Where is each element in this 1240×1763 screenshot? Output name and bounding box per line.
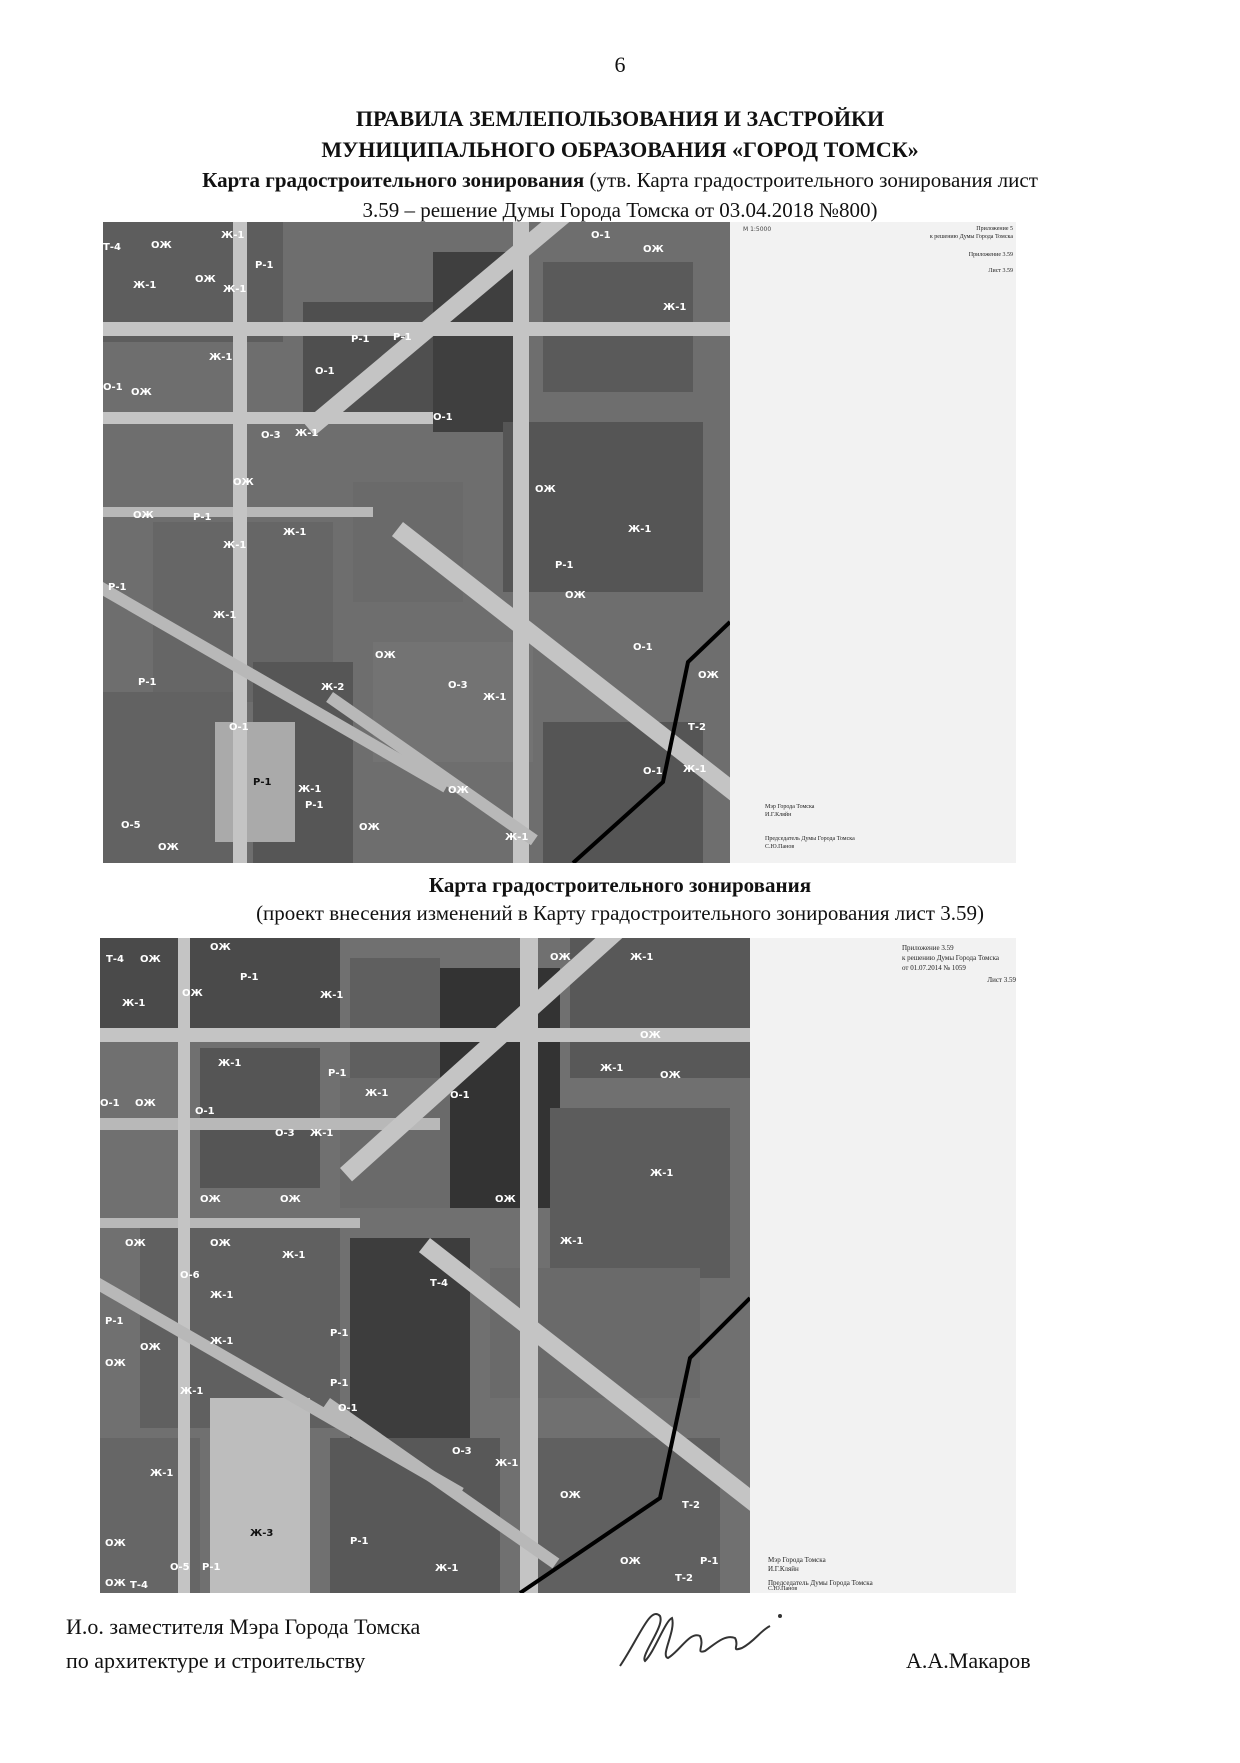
map2-area — [100, 938, 750, 1593]
zone-label: Т-4 — [130, 1580, 148, 1591]
zone-label: Ж-2 — [321, 682, 345, 693]
zone-label: Ж-1 — [310, 1128, 334, 1139]
map2-subtitle: (проект внесения изменений в Карту градостроительного зонирования лист 3.59) — [256, 901, 984, 925]
zone-label: ОЖ — [135, 1098, 156, 1109]
zone-label: Ж-1 — [180, 1386, 204, 1397]
map1-inset-header3: Приложение 3.59 — [968, 252, 1013, 258]
map2-inset-header4: Лист 3.59 — [987, 976, 1016, 984]
zone-label: Ж-1 — [282, 1250, 306, 1261]
zone-label: Ж-1 — [210, 1290, 234, 1301]
zone-label: Т-4 — [430, 1278, 448, 1289]
zone-label: О-1 — [195, 1106, 215, 1117]
map2-title: Карта градостроительного зонирования — [428, 873, 812, 897]
handwritten-signature — [610, 1596, 810, 1676]
zone-label: Ж-1 — [150, 1468, 174, 1479]
zone-label: Ж-1 — [283, 527, 307, 538]
page-number: 6 — [614, 52, 626, 77]
map2-inset — [890, 938, 1016, 1198]
map1-mayor-name: И.Г.Кляйн — [765, 812, 792, 818]
zone-label: Ж-1 — [213, 610, 237, 621]
zone-label: Ж-1 — [320, 990, 344, 1001]
map1-subtitle-rest: (утв. Карта градостроительного зонирования лист — [584, 168, 1038, 192]
zone-label: Р-1 — [330, 1328, 349, 1339]
map2-inset-header2: к решению Думы Города Томска — [902, 954, 999, 962]
zone-label: ОЖ — [158, 842, 179, 853]
zone-label: О-1 — [591, 230, 611, 241]
zone-label: Р-1 — [328, 1068, 347, 1079]
zone-label: ОЖ — [640, 1030, 661, 1041]
map2-chair-name: С.Ю.Панов — [768, 1586, 798, 1592]
zone-label: Ж-1 — [435, 1563, 459, 1574]
map1-mayor: Мэр Города Томска — [765, 804, 815, 810]
zone-label: Ж-1 — [483, 692, 507, 703]
signatory-name: А.А.Макаров — [906, 1648, 1031, 1673]
zone-label: О-3 — [448, 680, 468, 691]
zone-label: Р-1 — [700, 1556, 719, 1567]
map1-inset — [888, 222, 1013, 482]
zone-label: О-1 — [433, 412, 453, 423]
zone-label: Т-4 — [103, 242, 121, 253]
zone-label: ОЖ — [210, 942, 231, 953]
zone-label: О-1 — [450, 1090, 470, 1101]
zone-label: Ж-1 — [133, 280, 157, 291]
zone-label: ОЖ — [643, 244, 664, 255]
zone-label: Ж-1 — [218, 1058, 242, 1069]
map2-mayor-name: И.Г.Кляйн — [768, 1565, 799, 1573]
zone-label: ОЖ — [133, 510, 154, 521]
zoning-map-1 — [103, 222, 1016, 863]
zone-label: О-1 — [633, 642, 653, 653]
zone-label: О-5 — [170, 1562, 190, 1573]
map1-inset-header4: Лист 3.59 — [988, 268, 1013, 274]
zone-label: Ж-1 — [505, 832, 529, 843]
map1-subtitle-bold: Карта градостроительного зонирования — [202, 168, 585, 192]
zone-label: ОЖ — [359, 822, 380, 833]
document-title-line1: ПРАВИЛА ЗЕМЛЕПОЛЬЗОВАНИЯ И ЗАСТРОЙКИ — [355, 106, 885, 131]
zone-label: Ж-1 — [209, 352, 233, 363]
zone-label: О-3 — [261, 430, 281, 441]
zone-label: Р-1 — [202, 1562, 221, 1573]
map2-mayor: Мэр Города Томска — [768, 1556, 826, 1564]
zone-label: Ж-1 — [122, 998, 146, 1009]
zone-label: Ж-1 — [560, 1236, 584, 1247]
zone-label: ОЖ — [660, 1070, 681, 1081]
zone-label: ОЖ — [131, 387, 152, 398]
zone-label: ОЖ — [560, 1490, 581, 1501]
document-title-line2: МУНИЦИПАЛЬНОГО ОБРАЗОВАНИЯ «ГОРОД ТОМСК» — [321, 137, 919, 162]
zone-label: ОЖ — [280, 1194, 301, 1205]
map1-chair: Председатель Думы Города Томска — [765, 836, 855, 842]
zone-label: Ж-1 — [600, 1063, 624, 1074]
zone-label: О-5 — [121, 820, 141, 831]
zone-label: ОЖ — [233, 477, 254, 488]
zone-label: Р-1 — [393, 332, 412, 343]
zone-label: ОЖ — [151, 240, 172, 251]
railway-line — [103, 222, 730, 863]
zone-label: Ж-1 — [630, 952, 654, 963]
zone-label: О-6 — [180, 1270, 200, 1281]
map1-inset-header1: Приложение 5 — [976, 226, 1013, 232]
zone-label: ОЖ — [620, 1556, 641, 1567]
zone-label: Р-1 — [350, 1536, 369, 1547]
zone-label: Т-2 — [675, 1573, 693, 1584]
zone-label: Ж-1 — [628, 524, 652, 535]
zone-label: Р-1 — [305, 800, 324, 811]
zone-label: Ж-1 — [663, 302, 687, 313]
zone-label: О-1 — [103, 382, 123, 393]
map1-subtitle-line2: 3.59 – решение Думы Города Томска от 03.04.2018 №800) — [362, 198, 878, 222]
zone-label: ОЖ — [140, 954, 161, 965]
zone-label: Р-1 — [108, 582, 127, 593]
zone-label: Ж-1 — [495, 1458, 519, 1469]
zone-label: О-3 — [275, 1128, 295, 1139]
zone-label: Т-4 — [106, 954, 124, 965]
zone-label: О-1 — [643, 766, 663, 777]
zone-label: Р-1 — [105, 1316, 124, 1327]
map1-legend — [743, 226, 873, 834]
zone-label: ОЖ — [125, 1238, 146, 1249]
zone-label: Ж-1 — [223, 540, 247, 551]
zone-label: Ж-1 — [223, 284, 247, 295]
map1-subtitle — [0, 168, 1240, 193]
zone-label: ОЖ — [195, 274, 216, 285]
map2-chair: Председатель Думы Города Томска — [768, 1579, 873, 1587]
zone-label: О-3 — [452, 1446, 472, 1457]
zone-label: Т-2 — [688, 722, 706, 733]
map1-scale: М 1:5000 — [743, 226, 772, 233]
zone-label: ОЖ — [182, 988, 203, 999]
map2-inset-header1: Приложение 3.59 — [902, 944, 954, 952]
zone-label: ОЖ — [698, 670, 719, 681]
zone-label: Ж-1 — [221, 230, 245, 241]
zone-label: Р-1 — [330, 1378, 349, 1389]
zone-label: Р-1 — [255, 260, 274, 271]
map2-inset-header3: от 01.07.2014 № 1059 — [902, 964, 966, 972]
zone-label: ОЖ — [105, 1578, 126, 1589]
zone-label: Р-1 — [253, 777, 272, 788]
zone-label: ОЖ — [565, 590, 586, 601]
zone-label: ОЖ — [550, 952, 571, 963]
zone-label: Ж-1 — [683, 764, 707, 775]
zone-label: ОЖ — [200, 1194, 221, 1205]
zone-label: О-1 — [338, 1403, 358, 1414]
zone-label: Р-1 — [138, 677, 157, 688]
zone-label: Р-1 — [240, 972, 259, 983]
zone-label: ОЖ — [375, 650, 396, 661]
zone-label: ОЖ — [210, 1238, 231, 1249]
zone-label: Ж-1 — [650, 1168, 674, 1179]
zone-label: Ж-1 — [295, 428, 319, 439]
zone-label: ОЖ — [140, 1342, 161, 1353]
signatory-position-line2: по архитектуре и строительству — [66, 1648, 366, 1673]
zone-label: Т-2 — [682, 1500, 700, 1511]
zoning-map-2 — [100, 938, 1016, 1593]
zone-label: О-1 — [100, 1098, 120, 1109]
zone-label: Ж-1 — [298, 784, 322, 795]
zone-label: ОЖ — [105, 1358, 126, 1369]
signatory-position-line1: И.о. заместителя Мэра Города Томска — [66, 1614, 421, 1639]
zone-label: Ж-1 — [210, 1336, 234, 1347]
zone-label: Ж-1 — [365, 1088, 389, 1099]
zone-label: ОЖ — [495, 1194, 516, 1205]
zone-label: Ж-3 — [250, 1528, 274, 1539]
zone-label: ОЖ — [105, 1538, 126, 1549]
zone-label: Р-1 — [193, 512, 212, 523]
map1-chair-name: С.Ю.Панов — [765, 844, 795, 850]
map1-inset-header2: к решению Думы Города Томска — [929, 234, 1013, 240]
zone-label: О-1 — [315, 366, 335, 377]
map1-area — [103, 222, 730, 863]
zone-label: О-1 — [229, 722, 249, 733]
zone-label: Р-1 — [555, 560, 574, 571]
zone-label: Р-1 — [351, 334, 370, 345]
zone-label: ОЖ — [448, 785, 469, 796]
zone-label: ОЖ — [535, 484, 556, 495]
